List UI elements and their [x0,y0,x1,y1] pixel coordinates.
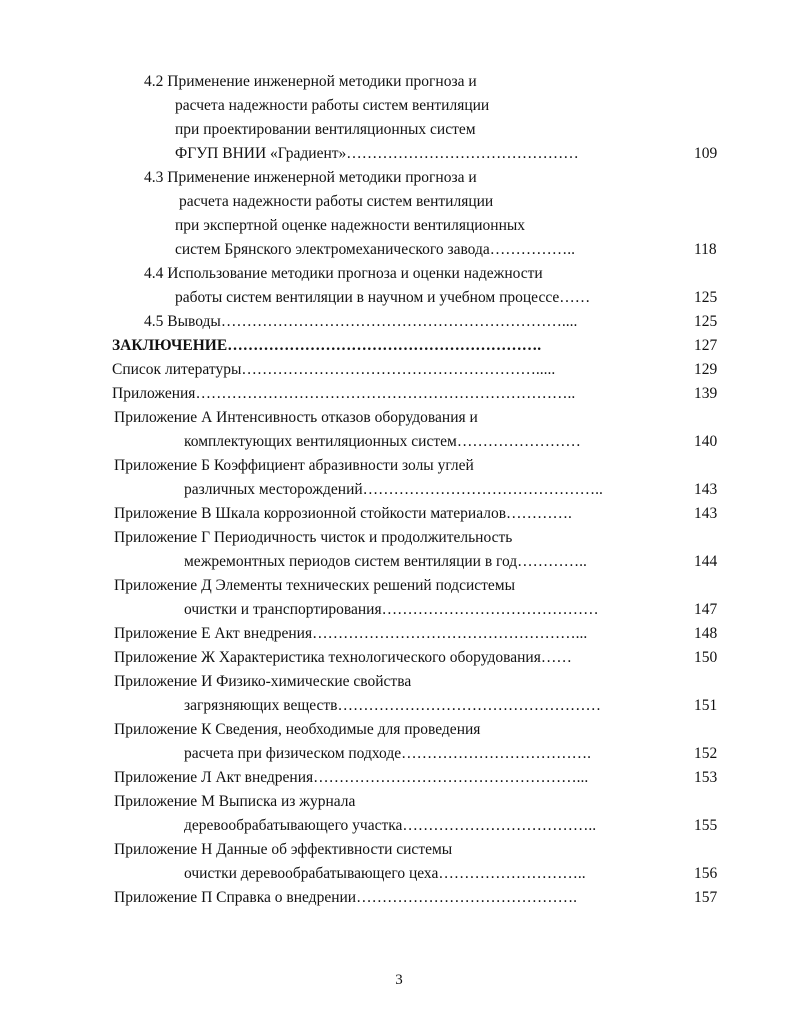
toc-page-number: 148 [694,625,718,642]
toc-line-appendix-d: Приложение Д Элементы технических решений подсистемы [114,577,516,594]
toc-line-appendix-p: Приложение П Справка о внедрении……………………………………. [114,889,577,906]
toc-line-4-3: 4.3 Применение инженерной методики прогноза и [144,169,477,186]
toc-line-appendix-m: Приложение М Выписка из журнала [114,793,356,810]
toc-page-number: 139 [694,385,718,402]
toc-line: комплектующих вентиляционных систем…………………… [184,433,581,450]
toc-line: расчета при физическом подходе………………………………. [184,745,591,762]
toc-line-appendix-k: Приложение К Сведения, необходимые для проведения [114,721,481,738]
toc-line: при экспертной оценке надежности вентиляционных [175,217,526,234]
toc-line-conclusion: ЗАКЛЮЧЕНИЕ……………………………………………………. [112,337,542,354]
toc-page-number: 125 [694,313,718,330]
toc-page-number: 152 [694,745,718,762]
toc-line: расчета надежности работы систем вентиляции [179,193,494,210]
toc-page-number: 143 [694,481,718,498]
toc-page-number: 129 [694,361,718,378]
toc-line: очистки и транспортирования…………………………………… [184,601,599,618]
toc-line: при проектировании вентиляционных систем [175,121,476,138]
toc-line-references: Список литературы…………………………………………………..... [112,361,556,378]
toc-line: ФГУП ВНИИ «Градиент»……………………………………… [175,145,579,162]
toc-line-4-4: 4.4 Использование методики прогноза и оценки надежности [144,265,543,282]
toc-line-appendix-v: Приложение В Шкала коррозионной стойкости материалов…………. [114,505,572,522]
toc-line-appendix-n: Приложение Н Данные об эффективности системы [114,841,453,858]
toc-line-appendix-l: Приложение Л Акт внедрения……………………………………………... [114,769,589,786]
toc-line: различных месторождений……………………………………….. [184,481,603,498]
toc-page-number: 150 [694,649,718,666]
toc-page-number: 127 [694,337,718,354]
toc-page-number: 155 [694,817,718,834]
toc-page-number: 118 [694,241,717,258]
toc-page-number: 109 [694,145,718,162]
toc-line-appendix-g: Приложение Г Периодичность чисток и продолжительность [114,529,513,546]
toc-line-4-2: 4.2 Применение инженерной методики прогноза и [144,73,477,90]
toc-line-appendix-zh: Приложение Ж Характеристика технологического оборудования…… [114,649,572,666]
page-number: 3 [395,972,403,988]
toc-page-number: 143 [694,505,718,522]
toc-line: очистки деревообрабатывающего цеха……………………….. [184,865,586,882]
toc-line-appendix-e: Приложение Е Акт внедрения……………………………………………... [114,625,588,642]
toc-page-number: 125 [694,289,718,306]
toc-line: систем Брянского электромеханического завода…………….. [175,241,575,258]
toc-line: межремонтных периодов систем вентиляции в год………….. [184,553,587,570]
toc-page-number: 153 [694,769,718,786]
toc-line: расчета надежности работы систем вентиляции [175,97,490,114]
toc-page-number: 140 [694,433,718,450]
toc-line: работы систем вентиляции в научном и учебном процессе…… [175,289,591,306]
toc-page-number: 157 [694,889,718,906]
toc-line-appendix-i: Приложение И Физико-химические свойства [114,673,412,690]
toc-line-appendix-a: Приложение А Интенсивность отказов оборудования и [114,409,478,426]
toc-page-number: 144 [694,553,718,570]
toc-line-4-5: 4.5 Выводы………………………………………………………….... [144,313,578,330]
toc-line: деревообрабатывающего участка……………………………….. [184,817,597,834]
toc-page-number: 156 [694,865,718,882]
toc-line-appendix-b: Приложение Б Коэффициент абразивности золы углей [114,457,474,474]
toc-line-appendices: Приложения……………………………………………………………….. [112,385,576,402]
toc-page-number: 151 [694,697,718,714]
toc-page-number: 147 [694,601,718,618]
toc-line: загрязняющих веществ…………………………………………… [184,697,602,714]
